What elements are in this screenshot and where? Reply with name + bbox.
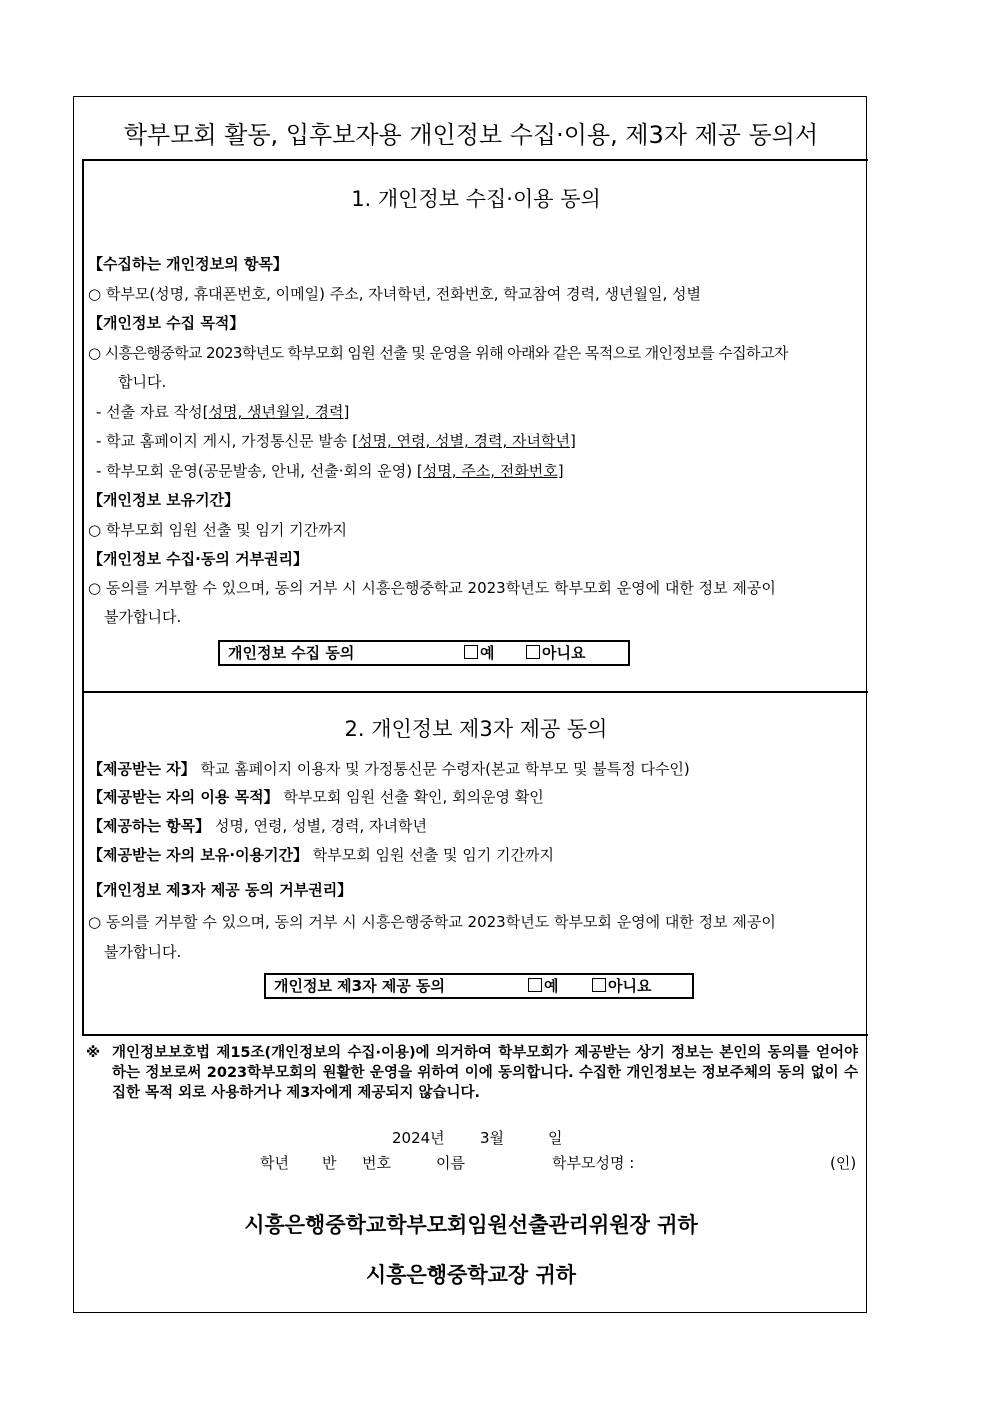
purpose-item-2	[96, 430, 576, 451]
retention-header: 【개인정보 보유기간】	[88, 491, 240, 509]
purpose-item-3	[96, 460, 564, 481]
checkbox-icon[interactable]	[526, 645, 540, 659]
refusal-text: ○ 동의를 거부할 수 있으며, 동의 거부 시 시흥은행중학교 2023학년도 학부모회 운영에 대한 정보 제공이	[88, 579, 776, 597]
use-purpose-header: 【제공받는 자의 이용 목적】	[88, 788, 279, 806]
purpose-text-cont: 합니다.	[118, 373, 167, 391]
date-day: 일	[548, 1129, 563, 1147]
section-third-party-consent	[82, 691, 868, 1036]
recipient-row	[88, 758, 690, 779]
name-label: 이름	[436, 1154, 465, 1172]
period-row	[88, 844, 554, 865]
use-purpose-text: 학부모회 임원 선출 확인, 회의운영 확인	[278, 788, 544, 806]
note-text: 개인정보보호법 제15조(개인정보의 수집·이용)에 의거하여 학부모회가 제공받는 상기 정보는 본인의 동의를 얻어야 하는 정보로써 2023학부모회의 원활한 운영을 위하여 이에 동의합니다. 수집한 개인정보는 정보주체의 동의 없이 수집한 목적 외로 사용하거나 제3자에게 제공되지 않습니다.	[112, 1045, 858, 1101]
period-text: 학부모회 임원 선출 및 임기 기간까지	[308, 846, 554, 864]
refusal-text-cont: 불가합니다.	[104, 608, 182, 626]
provided-items-row	[88, 815, 427, 836]
retention-text: ○ 학부모회 임원 선출 및 임기 기간까지	[88, 521, 348, 539]
purpose-item-1-text: - 선출 자료 작성	[96, 403, 203, 421]
purpose-item-2-fields: [성명, 연령, 성별, 경력, 자녀학년]	[352, 432, 576, 450]
third-party-refusal-header: 【개인정보 제3자 제공 동의 거부권리】	[88, 881, 353, 899]
addressee-committee: 시흥은행중학교학부모회임원선출관리위원장 귀하	[244, 1213, 698, 1237]
date-month: 3월	[480, 1129, 505, 1147]
date-year: 2024년	[392, 1129, 445, 1147]
section2-title: 2. 개인정보 제3자 제공 동의	[344, 717, 608, 741]
section1-title: 1. 개인정보 수집·이용 동의	[351, 187, 601, 211]
third-party-consent-box	[264, 973, 694, 999]
purpose-item-1	[96, 401, 349, 422]
collection-consent-no[interactable]	[526, 642, 585, 664]
document-title: 학부모회 활동, 입후보자용 개인정보 수집·이용, 제3자 제공 동의서	[123, 121, 819, 149]
purpose-item-1-fields: [성명, 생년월일, 경력]	[202, 403, 350, 421]
no-label: 아니요	[608, 977, 652, 995]
purpose-item-2-text: - 학교 홈페이지 게시, 가정통신문 발송	[96, 432, 353, 450]
provided-items-header: 【제공하는 항목】	[88, 817, 211, 835]
third-party-consent-yes[interactable]	[528, 975, 559, 997]
legal-note	[86, 1043, 858, 1103]
section-collection-consent	[82, 159, 868, 693]
checkbox-icon[interactable]	[528, 978, 542, 992]
seal-label: (인)	[830, 1154, 857, 1172]
class-label: 반	[322, 1154, 337, 1172]
checkbox-icon[interactable]	[592, 978, 606, 992]
yes-label: 예	[544, 977, 559, 995]
purpose-header: 【개인정보 수집 목적】	[88, 314, 245, 332]
grade-label: 학년	[260, 1154, 289, 1172]
third-party-refusal-text: ○ 동의를 거부할 수 있으며, 동의 거부 시 시흥은행중학교 2023학년도 학부모회 운영에 대한 정보 제공이	[88, 913, 776, 931]
recipient-text: 학교 홈페이지 이용자 및 가정통신문 수령자(본교 학부모 및 불특정 다수인)	[195, 760, 690, 778]
purpose-text: ○ 시흥은행중학교 2023학년도 학부모회 임원 선출 및 운영을 위해 아래와 같은 목적으로 개인정보를 수집하고자	[88, 344, 788, 362]
consent-form	[73, 96, 867, 1313]
checkbox-icon[interactable]	[464, 645, 478, 659]
third-party-consent-label: 개인정보 제3자 제공 동의	[274, 977, 446, 995]
items-header: 【수집하는 개인정보의 항목】	[88, 255, 288, 273]
purpose-item-3-text: - 학부모회 운영(공문발송, 안내, 선출·회의 운영)	[96, 462, 417, 480]
collection-consent-label: 개인정보 수집 동의	[228, 644, 355, 662]
provided-items-text: 성명, 연령, 성별, 경력, 자녀학년	[210, 817, 427, 835]
yes-label: 예	[480, 644, 495, 662]
number-label: 번호	[362, 1154, 391, 1172]
no-label: 아니요	[542, 644, 586, 662]
third-party-consent-no[interactable]	[592, 975, 651, 997]
parent-name-label: 학부모성명 :	[552, 1154, 635, 1172]
addressee-principal: 시흥은행중학교장 귀하	[365, 1263, 577, 1287]
purpose-item-3-fields: [성명, 주소, 전화번호]	[416, 462, 564, 480]
period-header: 【제공받는 자의 보유·이용기간】	[88, 846, 309, 864]
collection-consent-box	[218, 640, 630, 666]
collection-consent-yes[interactable]	[464, 642, 495, 664]
items-text: ○ 학부모(성명, 휴대폰번호, 이메일) 주소, 자녀학년, 전화번호, 학교참여 경력, 생년월일, 성별	[88, 285, 702, 303]
note-mark: ※	[86, 1045, 101, 1061]
third-party-refusal-text-cont: 불가합니다.	[104, 943, 182, 961]
use-purpose-row	[88, 786, 544, 807]
recipient-header: 【제공받는 자】	[88, 760, 196, 778]
refusal-header: 【개인정보 수집·동의 거부권리】	[88, 550, 309, 568]
